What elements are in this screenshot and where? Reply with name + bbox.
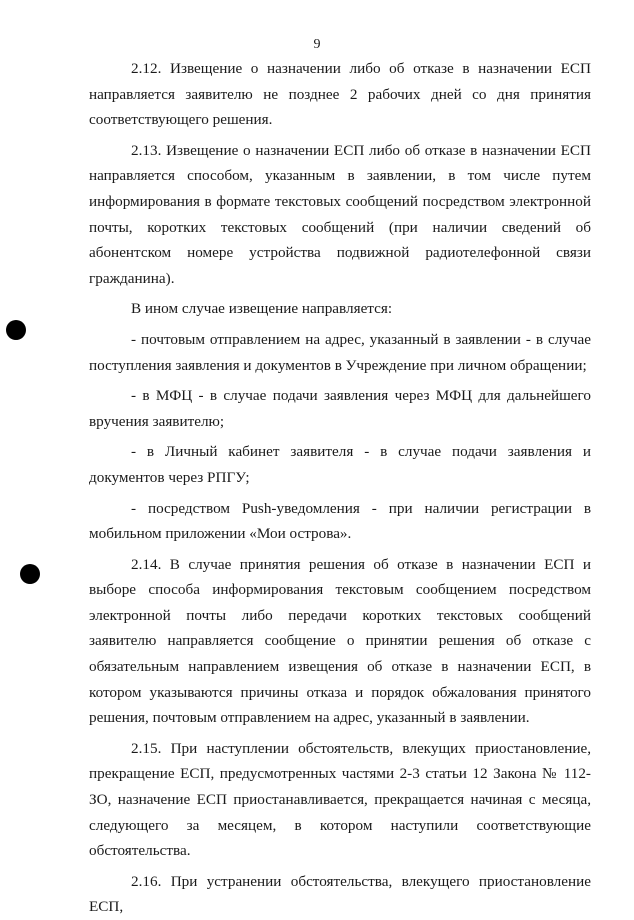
document-body bbox=[89, 56, 591, 920]
punch-hole-mark bbox=[20, 564, 40, 584]
list-item-personal-cabinet: - в Личный кабинет заявителя - в случае подачи заявления и документов через РПГУ; bbox=[89, 443, 591, 486]
list-item-postal: - почтовым отправлением на адрес, указанный в заявлении - в случае поступления заявления и документов в Учреждение при личном обращении; bbox=[89, 330, 591, 374]
paragraph-2-14: 2.14. В случае принятия решения об отказе в назначении ЕСП и выборе способа информирования текстовым сообщением посредством электронной почты либо передачи коротких текстовых сообщений заявителю направляется сообщение о принятии решения об отказе с обязательным направлением извещения об отказе в назначении ЕСП, в котором указываются причины отказа и порядок обжалования принятого решения, почтовым отправлением на адрес, указанный в заявлении. bbox=[89, 555, 591, 727]
paragraph-2-15: 2.15. При наступлении обстоятельств, влекущих приостановление, прекращение ЕСП, предусмотренных частями 2-3 статьи 12 Закона № 112-ЗО, назначение ЕСП приостанавливается, прекращается начиная с месяца, следующего за месяцем, в котором наступили соответствующие обстоятельства. bbox=[89, 739, 591, 860]
paragraph-2-13: 2.13. Извещение о назначении ЕСП либо об отказе в назначении ЕСП направляется способом, указанным в заявлении, в том числе путем информирования в формате текстовых сообщений посредством электронной почты, коротких текстовых сообщений (при наличии сведений об абонентском номере устройства подвижной радиотелефонной связи гражданина). bbox=[89, 141, 591, 287]
punch-hole-mark bbox=[6, 320, 26, 340]
paragraph-otherwise-intro: В ином случае извещение направляется: bbox=[131, 300, 393, 318]
list-item-mfc: - в МФЦ - в случае подачи заявления через МФЦ для дальнейшего вручения заявителю; bbox=[89, 387, 591, 430]
paragraph-2-12: 2.12. Извещение о назначении либо об отказе в назначении ЕСП направляется заявителю не позднее 2 рабочих дней со дня принятия соответствующего решения. bbox=[89, 60, 591, 129]
page-number: 9 bbox=[313, 37, 321, 52]
list-item-push: - посредством Push-уведомления - при наличии регистрации в мобильном приложении «Мои острова». bbox=[89, 499, 591, 543]
paragraph-2-16: 2.16. При устранении обстоятельства, влекущего приостановление ЕСП, bbox=[89, 872, 591, 916]
